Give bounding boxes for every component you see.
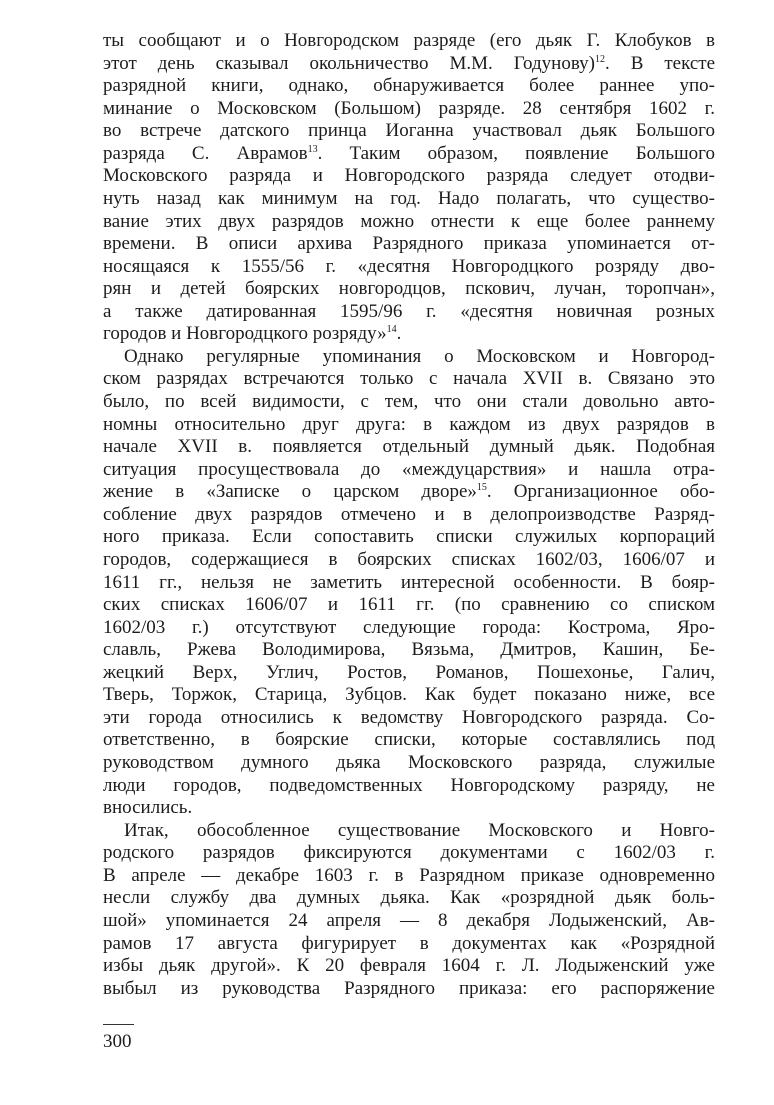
text-line bbox=[103, 865, 715, 888]
text-line-content: жецкий Верх, Углич, Ростов, Романов, Пошехонье, Галич, bbox=[103, 661, 715, 683]
text-line-content: этот день сказывал окольничество М.М. Годунову) bbox=[103, 52, 595, 74]
text-line bbox=[103, 707, 715, 730]
text-line bbox=[103, 481, 715, 504]
text-line-content: городов и Новгородцкого розряду» bbox=[103, 323, 387, 345]
page-body-text bbox=[103, 30, 715, 1000]
text-line bbox=[103, 978, 715, 1001]
text-line bbox=[103, 504, 715, 527]
text-line-content: ситуация просуществовала до «междуцарствия» и нашла отра- bbox=[103, 458, 715, 480]
text-line-content: минание о Московском (Большом) разряде. 28 сентября 1602 г. bbox=[103, 97, 715, 119]
text-line-content: рамов 17 августа фигурирует в документах как «Розрядной bbox=[103, 932, 715, 954]
text-line-continuation: . Таким образом, появление Большого bbox=[317, 142, 715, 164]
text-line bbox=[103, 233, 715, 256]
page-number: 300 bbox=[103, 1031, 132, 1052]
text-line bbox=[103, 120, 715, 143]
text-line-content: вносились. bbox=[103, 797, 193, 819]
text-line-content: времени. В описи архива Разрядного приказа упоминается от- bbox=[103, 233, 715, 255]
text-line-content: разрядной книги, однако, обнаруживается более раннее упо- bbox=[103, 75, 715, 97]
text-line-content: городов, содержащиеся в боярских списках 1602/03, 1606/07 и bbox=[103, 548, 715, 570]
text-line bbox=[103, 188, 715, 211]
text-line-content: славль, Ржева Володимирова, Вязьма, Дмитров, Кашин, Бе- bbox=[103, 639, 715, 661]
text-line bbox=[103, 572, 715, 595]
text-line bbox=[103, 53, 715, 76]
text-line bbox=[103, 98, 715, 121]
text-line bbox=[103, 346, 715, 369]
text-line-content: жение в «Записке о царском дворе» bbox=[103, 481, 477, 503]
text-line bbox=[103, 75, 715, 98]
text-line bbox=[103, 887, 715, 910]
text-line-content: Однако регулярные упоминания о Московском и Новгород- bbox=[124, 345, 715, 367]
text-line-content: люди городов, подведомственных Новгородскому разряду, не bbox=[103, 774, 715, 796]
footnote-reference: 12 bbox=[594, 53, 605, 65]
text-line-continuation: . В тексте bbox=[604, 52, 715, 74]
text-line bbox=[103, 797, 715, 820]
text-line bbox=[103, 729, 715, 752]
text-line bbox=[103, 143, 715, 166]
text-line bbox=[103, 211, 715, 234]
text-line bbox=[103, 368, 715, 391]
text-line bbox=[103, 910, 715, 933]
footnote-reference: 13 bbox=[307, 143, 318, 155]
text-line bbox=[103, 594, 715, 617]
text-line-content: избы дьяк другой». К 20 февраля 1604 г. Л. Лодыженский уже bbox=[103, 955, 715, 977]
footnote-reference: 15 bbox=[476, 482, 487, 494]
text-line-content: номны относительно друг друга: в каждом из двух разрядов в bbox=[103, 413, 715, 435]
text-line bbox=[103, 30, 715, 53]
text-line-content: носящаяся к 1555/56 г. «десятня Новгородцкого розряду дво- bbox=[103, 255, 715, 277]
text-line-content: эти города относились к ведомству Новгородского разряда. Со- bbox=[103, 706, 715, 728]
text-line-continuation: . Организационное обо- bbox=[486, 481, 715, 503]
text-line-content: ответственно, в боярские списки, которые составлялись под bbox=[103, 729, 715, 751]
text-line-content: рян и детей боярских новгородцов, пскович, лучан, торопчан», bbox=[103, 278, 715, 300]
text-line bbox=[103, 955, 715, 978]
text-line bbox=[103, 933, 715, 956]
text-line-content: было, по всей видимости, с тем, что они стали довольно авто- bbox=[103, 391, 715, 412]
text-line-content: ного приказа. Если сопоставить списки служилых корпораций bbox=[103, 526, 715, 548]
text-line-content: вание этих двух разрядов можно отнести к еще более раннему bbox=[103, 210, 715, 232]
text-line bbox=[103, 775, 715, 798]
text-line-content: 1602/03 г.) отсутствуют следующие города: Кострома, Яро- bbox=[103, 616, 715, 638]
text-line-content: Итак, обособленное существование Московского и Новго- bbox=[124, 819, 715, 841]
text-line bbox=[103, 684, 715, 707]
text-line-content: шой» упоминается 24 апреля — 8 декабря Лодыженский, Ав- bbox=[103, 909, 715, 931]
text-line-content: родского разрядов фиксируются документами с 1602/03 г. bbox=[103, 842, 715, 864]
text-line-content: выбыл из руководства Разрядного приказа: его распоряжение bbox=[103, 977, 715, 999]
text-line bbox=[103, 820, 715, 843]
text-line-content: ты сообщают и о Новгородском разряде (его дьяк Г. Клобуков в bbox=[103, 30, 715, 51]
text-line bbox=[103, 617, 715, 640]
text-line-content: ском разрядах встречаются только с начала XVII в. Связано это bbox=[103, 368, 715, 390]
text-line bbox=[103, 278, 715, 301]
text-line bbox=[103, 459, 715, 482]
text-line bbox=[103, 301, 715, 324]
text-line bbox=[103, 752, 715, 775]
text-line-content: собление двух разрядов отмечено и в делопроизводстве Разряд- bbox=[103, 503, 715, 525]
text-line bbox=[103, 414, 715, 437]
footnote-reference: 14 bbox=[386, 324, 397, 336]
text-line-content: Московского разряда и Новгородского разряда следует отодви- bbox=[103, 165, 715, 187]
text-line bbox=[103, 842, 715, 865]
text-line bbox=[103, 256, 715, 279]
text-line-content: несли службу два думных дьяка. Как «розрядной дьяк боль- bbox=[103, 887, 715, 909]
text-line-content: ских списках 1606/07 и 1611 гг. (по сравнению со списком bbox=[103, 594, 715, 616]
text-line bbox=[103, 526, 715, 549]
text-line-content: Тверь, Торжок, Старица, Зубцов. Как будет показано ниже, все bbox=[103, 684, 715, 706]
text-line-content: руководством думного дьяка Московского разряда, служилые bbox=[103, 752, 715, 773]
text-line bbox=[103, 323, 715, 346]
text-line-content: а также датированная 1595/96 г. «десятня новичная розных bbox=[103, 300, 715, 322]
text-line-content: В апреле — декабре 1603 г. в Разрядном приказе одновременно bbox=[103, 864, 715, 886]
text-line bbox=[103, 549, 715, 572]
text-line-content: нуть назад как минимум на год. Надо полагать, что существо- bbox=[103, 187, 715, 209]
text-line-content: во встрече датского принца Иоганна участвовал дьяк Большого bbox=[103, 120, 715, 142]
text-line-content: 1611 гг., нельзя не заметить интересной особенности. В бояр- bbox=[103, 571, 715, 593]
text-line-content: начале XVII в. появляется отдельный думный дьяк. Подобная bbox=[103, 436, 715, 458]
page-number-rule bbox=[103, 1024, 134, 1025]
text-line bbox=[103, 436, 715, 459]
text-line bbox=[103, 391, 715, 414]
text-line-continuation: . bbox=[396, 323, 402, 345]
text-line bbox=[103, 165, 715, 188]
text-line bbox=[103, 639, 715, 662]
text-line-content: разряда С. Аврамов bbox=[103, 142, 308, 164]
text-line bbox=[103, 662, 715, 685]
